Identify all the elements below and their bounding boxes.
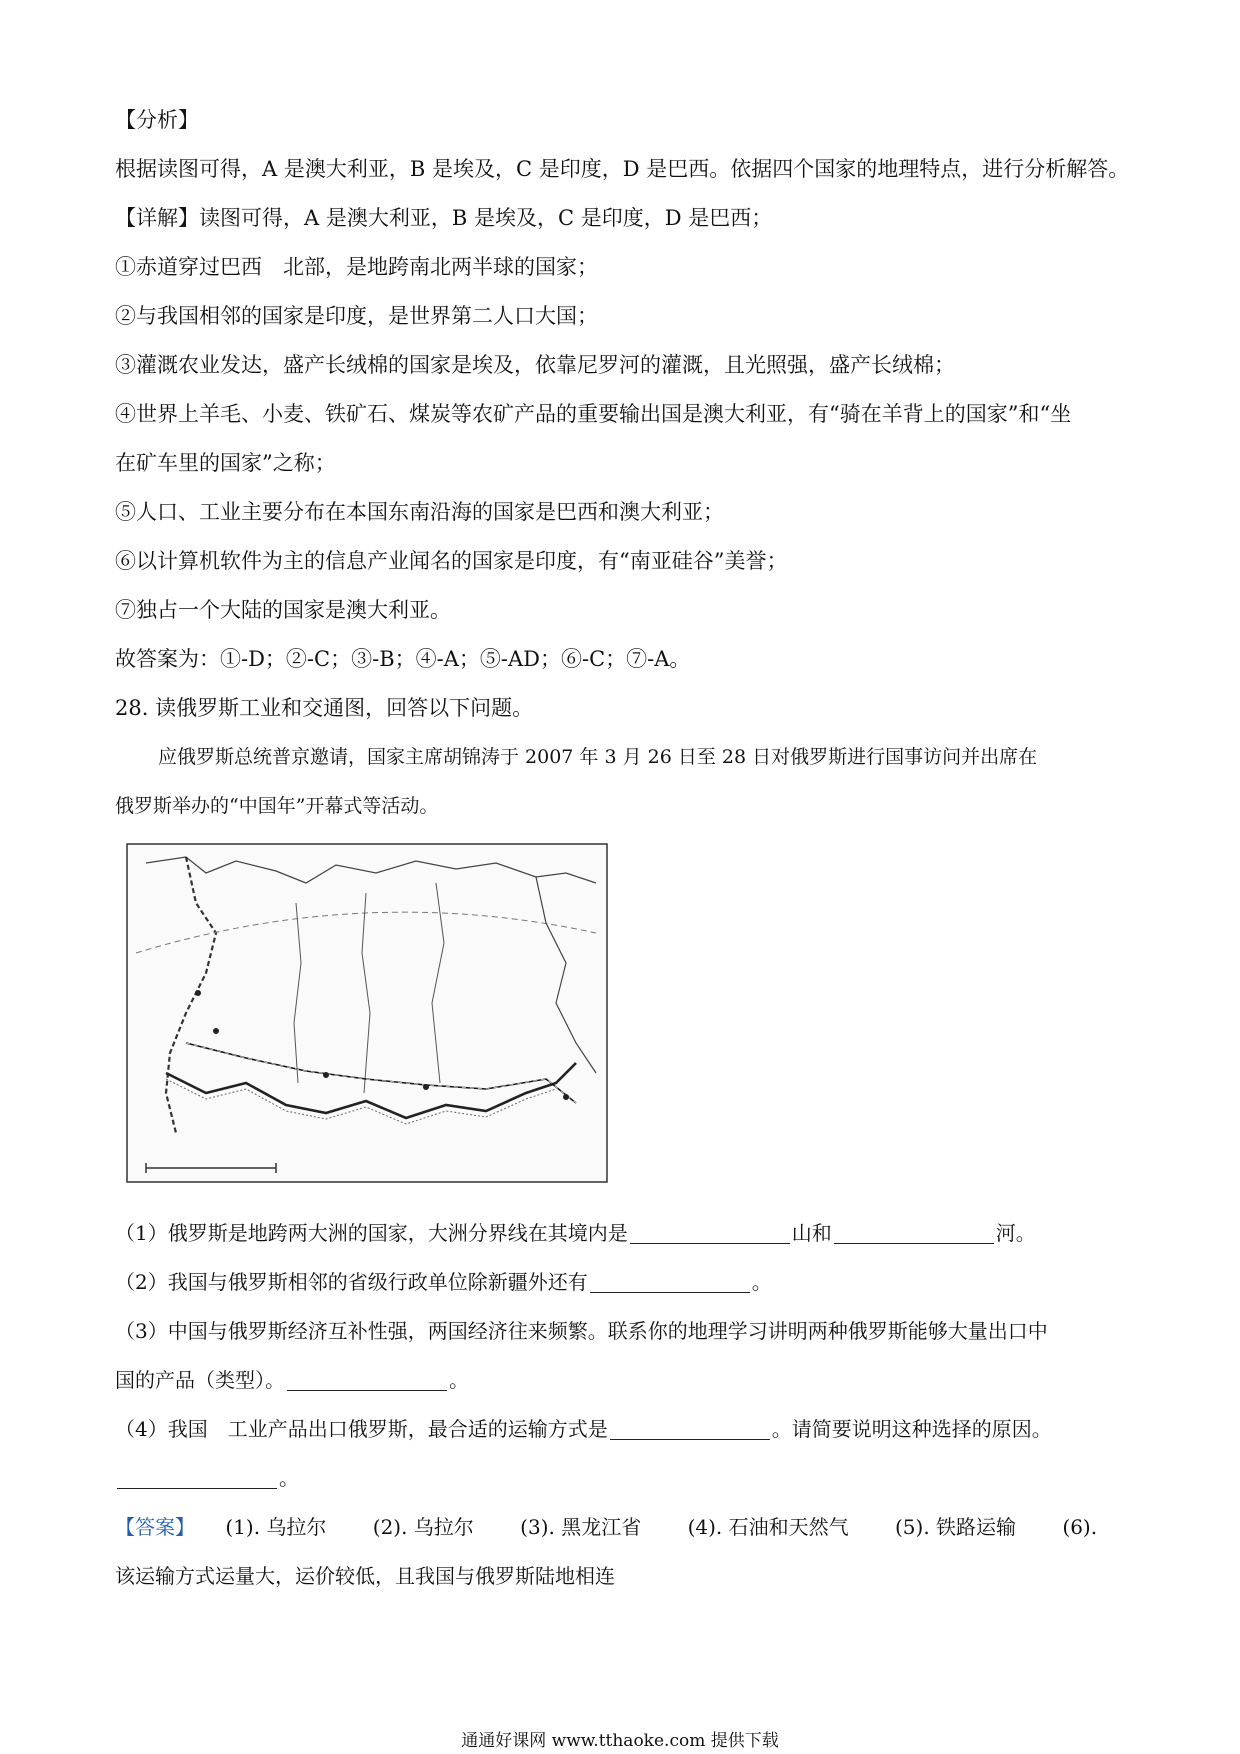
russia-industry-transport-map (126, 843, 608, 1183)
detail-point: ⑤人口、工业主要分布在本国东南沿海的国家是巴西和澳大利亚； (115, 500, 724, 524)
answer-tag: 【答案】 (115, 1515, 195, 1539)
answer-continuation: 该运输方式运量大，运价较低，且我国与俄罗斯陆地相连 (115, 1564, 615, 1588)
question-1: （1）俄罗斯是地跨两大洲的国家，大洲分界线在其境内是 山和 河。 (115, 1221, 1036, 1245)
passage-line: 应俄罗斯总统普京邀请，国家主席胡锦涛于 2007 年 3 月 26 日至 28 日对俄罗斯进行国事访问并出席在 (158, 746, 1038, 768)
question-4: （4）我国 工业产品出口俄罗斯，最合适的运输方式是 。请简要说明这种选择的原因。 (115, 1417, 1052, 1441)
question-4-reason: 。 (115, 1464, 299, 1492)
detail-point: ②与我国相邻的国家是印度，是世界第二人口大国； (115, 304, 598, 328)
answer-item: (4). 石油和天然气 (687, 1515, 849, 1539)
detail-point: ③灌溉农业发达，盛产长绒棉的国家是埃及，依靠尼罗河的灌溉，且光照强，盛产长绒棉； (115, 353, 955, 377)
detail-conclusion: 故答案为：①-D；②-C；③-B；④-A；⑤-AD；⑥-C；⑦-A。 (115, 647, 691, 671)
detail-point: ⑥以计算机软件为主的信息产业闻名的国家是印度，有“南亚硅谷”美誉； (115, 549, 788, 573)
question-3-line1: （3）中国与俄罗斯经济互补性强，两国经济往来频繁。联系你的地理学习讲明两种俄罗斯能够大量出口中 (115, 1319, 1048, 1343)
detail-point: 在矿车里的国家”之称； (115, 451, 336, 475)
question-title: 28. 读俄罗斯工业和交通图，回答以下问题。 (115, 696, 534, 720)
detail-intro-line (115, 204, 772, 232)
analysis-text: 根据读图可得，A 是澳大利亚，B 是埃及，C 是印度，D 是巴西。依据四个国家的地理特点，进行分析解答。 (115, 157, 1130, 181)
answer-item: (3). 黑龙江省 (520, 1515, 642, 1539)
answer-blank[interactable] (117, 1468, 277, 1489)
answer-item: (1). 乌拉尔 (225, 1515, 327, 1539)
answer-item: (2). 乌拉尔 (372, 1515, 474, 1539)
answer-blank[interactable] (590, 1272, 750, 1293)
answer-item: (6). (1062, 1515, 1098, 1539)
footer-source: 通通好课网 www.tthaoke.com 提供下载 (461, 1731, 779, 1751)
answer-blank[interactable] (610, 1419, 770, 1440)
detail-point: ⑦独占一个大陆的国家是澳大利亚。 (115, 598, 451, 622)
question-2: （2）我国与俄罗斯相邻的省级行政单位除新疆外还有 。 (115, 1270, 772, 1294)
answer-blank[interactable] (287, 1370, 447, 1391)
detail-point: ①赤道穿过巴西 北部，是地跨南北两半球的国家； (115, 255, 598, 279)
analysis-heading: 【分析】 (115, 108, 199, 132)
answer-line (115, 1513, 1097, 1541)
passage-line: 俄罗斯举办的“中国年”开幕式等活动。 (115, 795, 439, 817)
detail-tag: 【详解】 (115, 206, 199, 230)
answer-blank[interactable] (630, 1223, 790, 1244)
detail-intro: 读图可得，A 是澳大利亚，B 是埃及，C 是印度，D 是巴西； (199, 206, 773, 230)
answer-blank[interactable] (834, 1223, 994, 1244)
detail-point: ④世界上羊毛、小麦、铁矿石、煤炭等农矿产品的重要输出国是澳大利亚，有“骑在羊背上的国家”和“坐 (115, 402, 1072, 426)
answer-item: (5). 铁路运输 (894, 1515, 1017, 1539)
question-3-line2: 国的产品（类型）。 。 (115, 1368, 469, 1392)
